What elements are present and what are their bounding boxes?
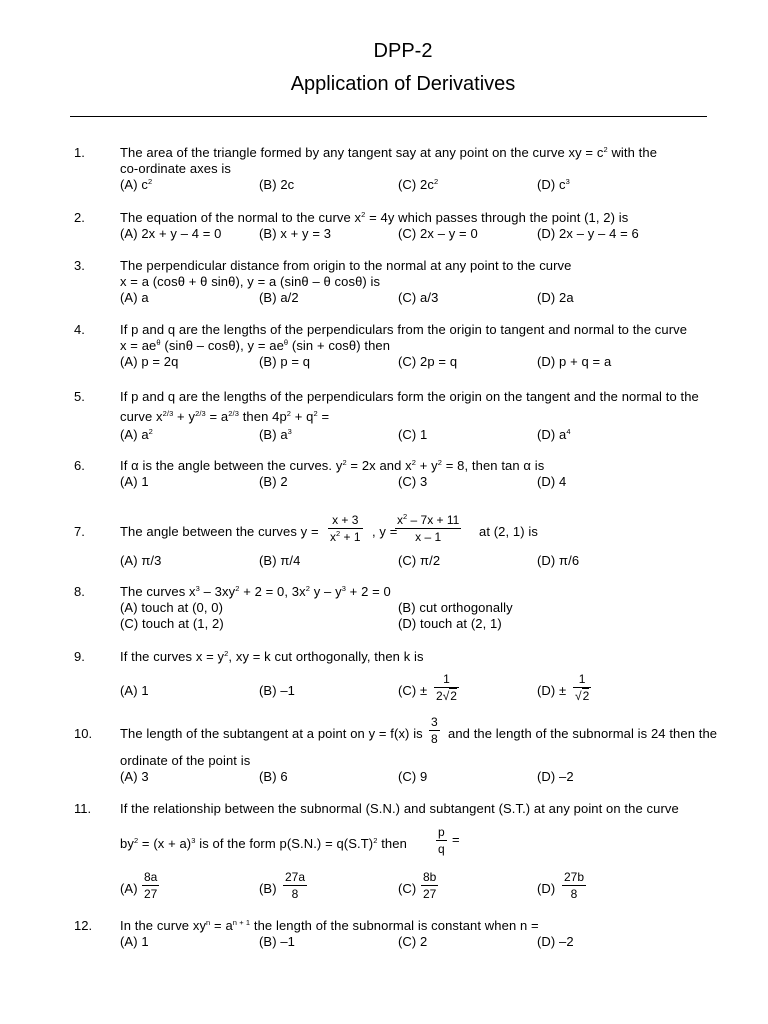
question-text: ordinate of the point is <box>120 753 251 768</box>
option-b: (B) cut orthogonally <box>398 600 513 615</box>
option-d: (D) p + q = a <box>537 354 612 369</box>
question-number: 10. <box>74 726 93 741</box>
question-text: If the relationship between the subnormal (S.N.) and subtangent (S.T.) at any point on the curve <box>120 801 679 816</box>
question-text: The area of the triangle formed by any tangent say at any point on the curve xy = $c^2$ with the <box>120 145 658 160</box>
option-a: (A) $a^2$ <box>120 427 153 442</box>
option-a: (A) 1 <box>120 934 149 949</box>
fraction: $\frac{27a}{8}$ <box>285 870 306 901</box>
option-d: (D) touch at (2, 1) <box>398 616 502 631</box>
question-number: 12. <box>74 918 93 933</box>
question-number: 7. <box>74 524 85 539</box>
question-text: x = a (cosθ + θ sinθ), y = a (sinθ – θ cosθ) is <box>120 274 381 289</box>
option-d: (D) 2a <box>537 290 574 305</box>
question-text: If p and q are the lengths of the perpendiculars form the origin on the tangent and the normal to the <box>120 389 699 404</box>
option-d: (D) $a^4$ <box>537 427 571 442</box>
question-text: $by^2 = (x + a)^3$ is of the form $p(S.N.) = q(S.T)^2$ then <box>120 836 407 851</box>
question-text: at (2, 1) is <box>479 524 538 539</box>
option-b: (B) $a^3$ <box>259 427 292 442</box>
option-b: (B) a/2 <box>259 290 299 305</box>
page-title: DPP-2 <box>373 40 433 62</box>
option-d: (D) ± <box>537 683 567 698</box>
question-text: and the length of the subnormal is 24 then the <box>448 726 718 741</box>
fraction: $\frac{8b}{27}$ <box>423 870 437 901</box>
question-text: If α is the angle between the curves. $y^2 = 2x$ and $x^2 + y^2 = 8$, then tan α is <box>120 458 545 473</box>
option-b: (B) <box>259 881 277 896</box>
option-b: (B) –1 <box>259 934 296 949</box>
option-a: (A) a <box>120 290 149 305</box>
fraction: $\frac{1}{√2}$ <box>575 672 590 703</box>
option-b: (B) x + y = 3 <box>259 226 332 241</box>
option-c: (C) <box>398 881 417 896</box>
option-d: (D) <box>537 881 556 896</box>
question-text: The angle between the curves y = <box>120 524 319 539</box>
title-divider <box>70 116 707 117</box>
option-a: (A) touch at (0, 0) <box>120 600 224 615</box>
question-text: The equation of the normal to the curve $x^2 = 4y$ which passes through the point (1, 2) is <box>120 210 629 225</box>
question-text: $x = ae^\theta$ (sinθ – cosθ), $y = ae^\theta$ (sin + cosθ) then <box>120 338 391 353</box>
fraction: $\frac{27b}{8}$ <box>564 870 585 901</box>
option-a: (A) 1 <box>120 683 149 698</box>
question-text: The length of the subtangent at a point on y = f(x) is <box>120 726 423 741</box>
option-d: (D) –2 <box>537 934 574 949</box>
fraction: $\frac{p}{q}$ <box>438 825 445 856</box>
option-c: (C) 9 <box>398 769 428 784</box>
option-d: (D) $c^3$ <box>537 177 570 192</box>
fraction: $\frac{x^2 - 7x + 11}{x - 1}$ <box>397 512 460 544</box>
option-c: (C) 1 <box>398 427 428 442</box>
option-c: (C) a/3 <box>398 290 439 305</box>
page-subtitle: Application of Derivatives <box>290 73 516 95</box>
option-c: (C) 2x – y = 0 <box>398 226 478 241</box>
option-d: (D) –2 <box>537 769 574 784</box>
option-b: (B) 2c <box>259 177 295 192</box>
option-b: (B) 6 <box>259 769 288 784</box>
option-d: (D) 4 <box>537 474 567 489</box>
fraction: $\frac{8a}{27}$ <box>144 870 158 901</box>
option-c: (C) ± <box>398 683 428 698</box>
option-c: (C) 3 <box>398 474 428 489</box>
option-c: (C) touch at (1, 2) <box>120 616 224 631</box>
question-number: 11. <box>74 801 92 816</box>
question-number: 3. <box>74 258 85 273</box>
option-a: (A) 3 <box>120 769 149 784</box>
question-text: , y = <box>372 524 398 539</box>
option-a: (A) 2x + y – 4 = 0 <box>120 226 222 241</box>
fraction: $\frac{3}{8}$ <box>431 715 438 746</box>
question-text: The perpendicular distance from origin to the normal at any point to the curve <box>120 258 572 273</box>
option-a: (A) π/3 <box>120 553 162 568</box>
question-text: co-ordinate axes is <box>120 161 232 176</box>
option-b: (B) –1 <box>259 683 296 698</box>
option-c: (C) 2 <box>398 934 428 949</box>
option-a: (A) <box>120 881 138 896</box>
question-number: 5. <box>74 389 85 404</box>
option-d: (D) 2x – y – 4 = 6 <box>537 226 639 241</box>
fraction: $\frac{1}{2√2}$ <box>436 672 457 703</box>
option-c: (C) π/2 <box>398 553 441 568</box>
option-a: (A) p = 2q <box>120 354 179 369</box>
question-number: 2. <box>74 210 85 225</box>
question-text: curve $x^{2/3} + y^{2/3} = a^{2/3}$ then $4p^2 + q^2$ = <box>120 409 330 424</box>
question-text: = <box>452 832 460 847</box>
question-number: 1. <box>74 145 85 160</box>
question-text: The curves $x^3 - 3xy^2 + 2 = 0$, $3x^2$ $y - y^3 + 2 = 0$ <box>120 584 391 599</box>
option-b: (B) p = q <box>259 354 311 369</box>
question-number: 6. <box>74 458 85 473</box>
fraction: $\frac{x + 3}{x^2 + 1}$ <box>330 513 361 544</box>
question-number: 8. <box>74 584 85 599</box>
option-b: (B) π/4 <box>259 553 301 568</box>
question-text: If p and q are the lengths of the perpendiculars from the origin to tangent and normal to the curve <box>120 322 688 337</box>
option-b: (B) 2 <box>259 474 288 489</box>
question-number: 9. <box>74 649 85 664</box>
option-c: (C) $2c^2$ <box>398 177 439 192</box>
question-text: In the curve $xy^n = a^{n + 1}$ the length of the subnormal is constant when n = <box>120 918 539 933</box>
question-number: 4. <box>74 322 85 337</box>
option-c: (C) 2p = q <box>398 354 458 369</box>
option-d: (D) π/6 <box>537 553 580 568</box>
option-a: (A) 1 <box>120 474 149 489</box>
question-text: If the curves $x = y^2$, xy = k cut orthogonally, then k is <box>120 649 424 664</box>
option-a: (A) $c^2$ <box>120 177 153 192</box>
